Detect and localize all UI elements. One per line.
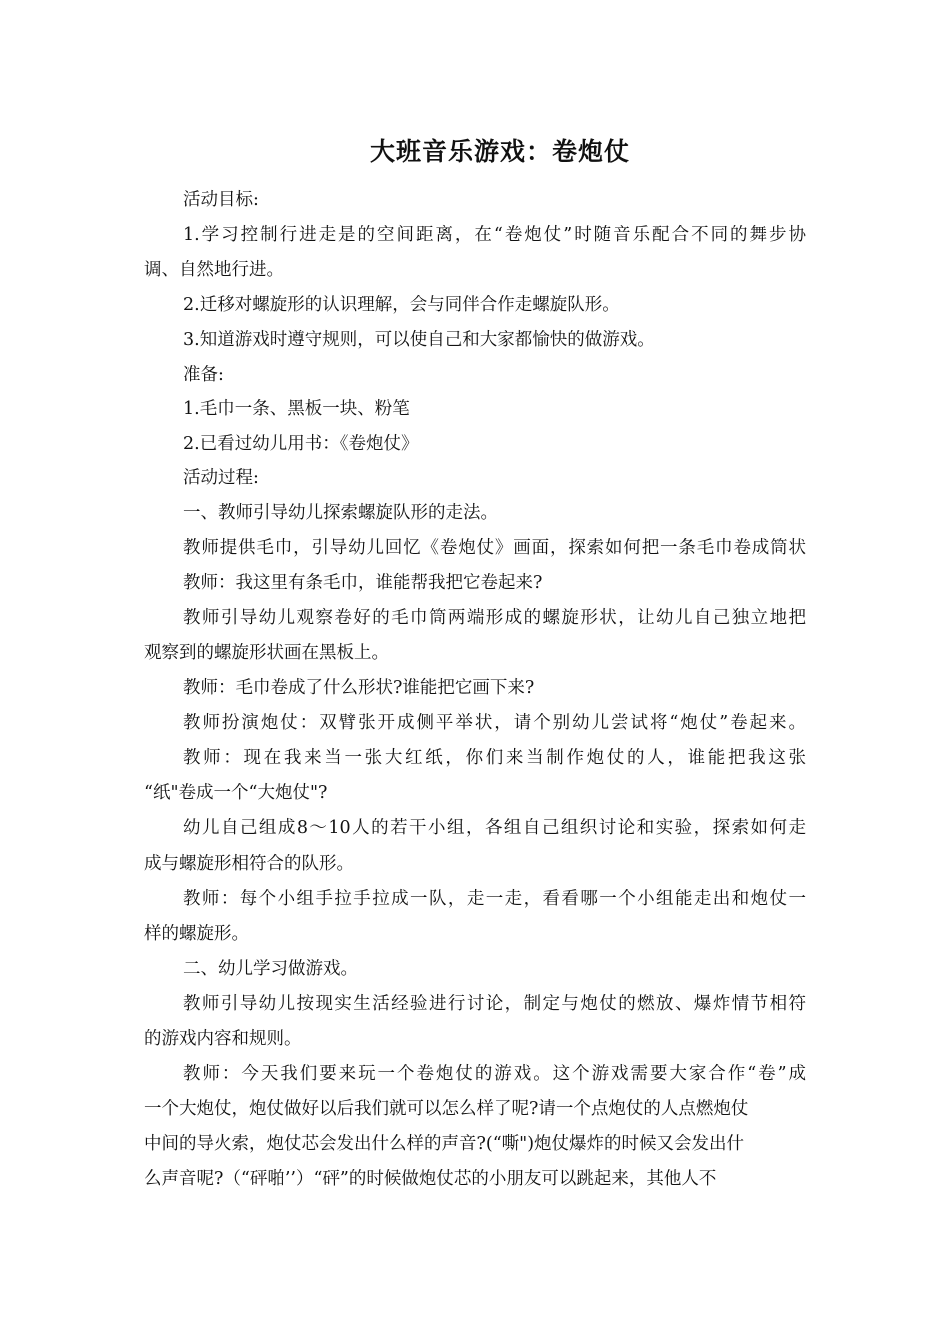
paragraph-line: 教师：每个小组手拉手拉成一队，走一走，看看哪一个小组能走出和炮仗一	[183, 889, 806, 909]
paragraph-line: 3.知道游戏时遵守规则，可以使自己和大家都愉快的做游戏。	[183, 330, 655, 350]
paragraph-line: 观察到的螺旋形状画在黑板上。	[144, 643, 389, 663]
subsection-heading: 二、幼儿学习做游戏。	[183, 959, 358, 979]
paragraph-line: 教师引导幼儿按现实生活经验进行讨论，制定与炮仗的燃放、爆炸情节相符	[183, 994, 806, 1014]
paragraph-line: 1.学习控制行进走是的空间距离，在“卷炮仗”时随音乐配合不同的舞步协	[183, 225, 806, 245]
paragraph-line: 中间的导火索，炮仗芯会发出什么样的声音?(“嘶")炮仗爆炸的时候又会发出什	[144, 1134, 745, 1154]
paragraph-line: 教师：毛巾卷成了什么形状?谁能把它画下来?	[183, 678, 535, 698]
paragraph-line: 的游戏内容和规则。	[144, 1029, 302, 1049]
section-heading-goals: 活动目标:	[183, 190, 259, 210]
document-title: 大班音乐游戏：卷炮仗	[369, 137, 630, 166]
paragraph-line: 一个大炮仗，炮仗做好以后我们就可以怎么样了呢?请一个点炮仗的人点燃炮仗	[144, 1099, 749, 1119]
paragraph-line: 2.迁移对螺旋形的认识理解，会与同伴合作走螺旋队形。	[183, 295, 620, 315]
paragraph-line: 教师：我这里有条毛巾，谁能帮我把它卷起来?	[183, 573, 543, 593]
section-heading-prep: 准备:	[183, 365, 224, 385]
paragraph-line: 教师引导幼儿观察卷好的毛巾筒两端形成的螺旋形状，让幼儿自己独立地把	[183, 608, 806, 628]
section-heading-process: 活动过程:	[183, 468, 259, 488]
paragraph-line: 么声音呢?（“砰啪’’）“砰”的时候做炮仗芯的小朋友可以跳起来，其他人不	[144, 1169, 717, 1189]
paragraph-line: 教师：现在我来当一张大红纸，你们来当制作炮仗的人，谁能把我这张	[183, 748, 806, 768]
paragraph-line: 1.毛巾一条、黑板一块、粉笔	[183, 399, 410, 419]
paragraph-line: 幼儿自己组成8～10人的若干小组，各组自己组织讨论和实验，探索如何走	[183, 818, 806, 838]
paragraph-line: 样的螺旋形。	[144, 924, 249, 944]
paragraph-line: 教师：今天我们要来玩一个卷炮仗的游戏。这个游戏需要大家合作“卷”成	[183, 1064, 806, 1084]
paragraph-line: 教师提供毛巾，引导幼儿回忆《卷炮仗》画面，探索如何把一条毛巾卷成筒状	[183, 538, 806, 558]
subsection-heading: 一、教师引导幼儿探索螺旋队形的走法。	[183, 503, 498, 523]
paragraph-line: 成与螺旋形相符合的队形。	[144, 854, 354, 874]
paragraph-line: “纸"卷成一个“大炮仗"?	[144, 783, 328, 803]
paragraph-line: 2.已看过幼儿用书：《卷炮仗》	[183, 434, 419, 454]
paragraph-line: 调、自然地行进。	[144, 260, 284, 280]
paragraph-line: 教师扮演炮仗：双臂张开成侧平举状，请个别幼儿尝试将“炮仗”卷起来。	[183, 713, 806, 733]
